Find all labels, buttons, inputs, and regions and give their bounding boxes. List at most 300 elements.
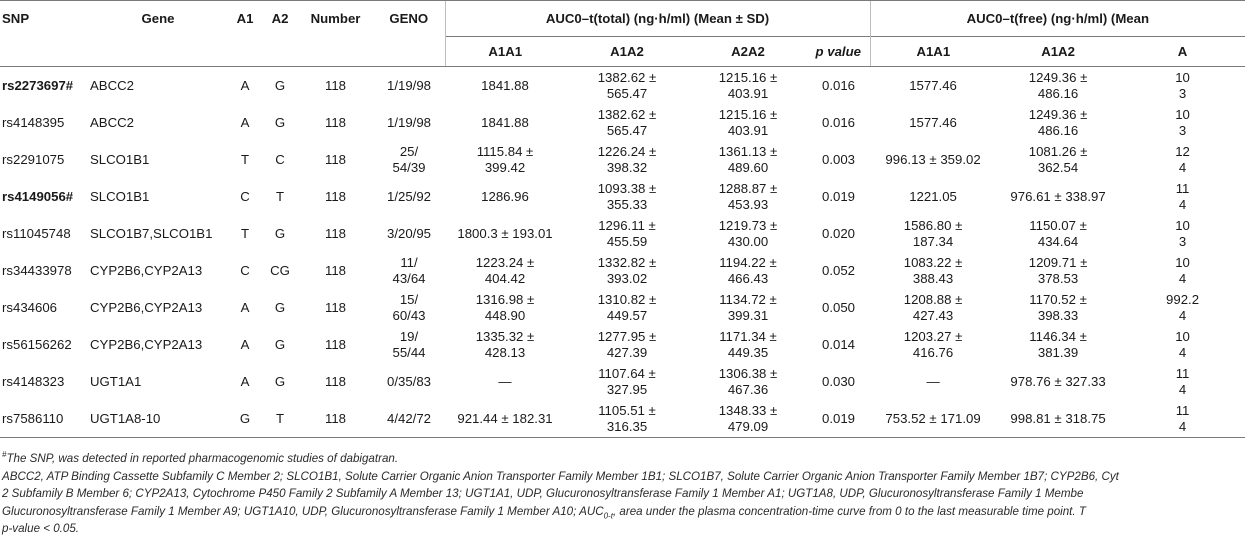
cell-a1 — [228, 252, 262, 289]
cell-total-a1a1 — [445, 252, 565, 289]
cell-number — [298, 141, 373, 178]
cell-free-a2a2-line-2: 4 — [1178, 159, 1187, 175]
cell-gene — [88, 67, 228, 105]
cell-free-a2a2 — [1120, 252, 1245, 289]
cell-total-a2a2-line-2: 467.36 — [727, 381, 769, 397]
cell-free-a1a1-line-1: 996.13 ± 359.02 — [885, 151, 981, 167]
cell-total-a1a2 — [565, 363, 689, 400]
cell-total-a1a2 — [565, 289, 689, 326]
cell-geno-line-1: 1/25/92 — [387, 188, 431, 204]
cell-number — [298, 67, 373, 105]
cell-free-a1a1 — [870, 289, 996, 326]
cell-total-a2a2-line-1: 1348.33 ± — [718, 402, 778, 418]
cell-a2-text: G — [274, 77, 286, 93]
cell-snp — [0, 178, 88, 215]
cell-gene-text: CYP2B6,CYP2A13 — [90, 336, 203, 352]
cell-gene-text: CYP2B6,CYP2A13 — [90, 262, 203, 278]
cell-geno — [373, 141, 445, 178]
cell-free-a2a2-line-1: 10 — [1175, 328, 1190, 344]
cell-free-a1a2-line-1: 978.76 ± 327.33 — [1010, 373, 1106, 389]
cell-free-a2a2-line-1: 11 — [1175, 402, 1190, 418]
footnote-1 — [2, 450, 1242, 468]
cell-total-a1a1-line-2: 428.13 — [484, 344, 526, 360]
cell-free-a1a1 — [870, 141, 996, 178]
cell-free-a1a2-line-2: 362.54 — [1037, 159, 1079, 175]
cell-total-a1a2 — [565, 400, 689, 438]
cell-total-a1a2 — [565, 141, 689, 178]
cell-total-a1a2-line-1: 1382.62 ± — [597, 106, 657, 122]
cell-free-a1a1 — [870, 400, 996, 438]
cell-a1-text: A — [240, 336, 250, 352]
cell-gene-text: ABCC2 — [90, 114, 134, 130]
cell-free-a2a2-line-2: 3 — [1178, 233, 1187, 249]
cell-geno — [373, 289, 445, 326]
cell-pvalue-text: 0.052 — [822, 262, 856, 278]
cell-geno — [373, 326, 445, 363]
cell-geno-line-1: 4/42/72 — [387, 410, 431, 426]
cell-total-a2a2 — [689, 67, 807, 105]
header-total-a2a2: A2A2 — [689, 37, 807, 67]
cell-total-a1a1-line-2: 448.90 — [484, 307, 526, 323]
cell-a1 — [228, 141, 262, 178]
table-row — [0, 289, 1245, 326]
cell-free-a1a1-line-1: 1577.46 — [909, 114, 957, 130]
cell-free-a1a2-line-1: 976.61 ± 338.97 — [1010, 188, 1106, 204]
cell-total-a1a2-line-2: 427.39 — [606, 344, 648, 360]
cell-geno — [373, 400, 445, 438]
cell-snp-text: rs2273697# — [2, 77, 74, 93]
cell-a2 — [262, 363, 298, 400]
cell-total-a1a1-line-1: — — [498, 373, 512, 389]
cell-free-a2a2 — [1120, 215, 1245, 252]
cell-total-a1a1 — [445, 363, 565, 400]
cell-a1-text: C — [240, 188, 250, 204]
cell-gene-text: CYP2B6,CYP2A13 — [90, 299, 203, 315]
cell-free-a1a1-line-1: 1586.80 ± — [903, 217, 963, 233]
cell-a2 — [262, 326, 298, 363]
table-body — [0, 67, 1245, 438]
cell-a1-text: C — [240, 262, 250, 278]
cell-geno-line-2: 60/43 — [392, 307, 426, 323]
header-free-a1a1: A1A1 — [870, 37, 996, 67]
cell-free-a1a2-line-1: 1209.71 ± — [1028, 254, 1088, 270]
cell-free-a1a1 — [870, 215, 996, 252]
cell-total-a2a2-line-2: 479.09 — [727, 418, 769, 434]
cell-total-a2a2 — [689, 141, 807, 178]
cell-free-a1a2 — [996, 363, 1120, 400]
cell-free-a2a2-line-1: 10 — [1175, 254, 1190, 270]
cell-snp — [0, 141, 88, 178]
cell-snp — [0, 400, 88, 438]
cell-free-a2a2-line-1: 10 — [1175, 217, 1190, 233]
table-header — [0, 1, 1245, 67]
cell-free-a2a2-line-2: 3 — [1178, 85, 1187, 101]
cell-total-a1a1-line-1: 1841.88 — [481, 114, 529, 130]
cell-free-a2a2-line-1: 10 — [1175, 106, 1190, 122]
cell-free-a1a2-line-2: 486.16 — [1037, 122, 1079, 138]
cell-a2-text: G — [274, 336, 286, 352]
cell-free-a1a1-line-2: 416.76 — [912, 344, 954, 360]
cell-snp-text: rs4148323 — [2, 373, 65, 389]
cell-total-a2a2 — [689, 400, 807, 438]
cell-snp — [0, 363, 88, 400]
cell-free-a1a2 — [996, 67, 1120, 105]
cell-free-a1a2-line-1: 1150.07 ± — [1029, 217, 1087, 233]
cell-total-a1a2-line-1: 1107.64 ± — [598, 365, 656, 381]
cell-total-a2a2-line-1: 1288.87 ± — [718, 180, 778, 196]
footnote-abbrev-line-3 — [2, 503, 1242, 521]
cell-free-a2a2-line-2: 4 — [1178, 196, 1187, 212]
cell-total-a1a2-line-2: 455.59 — [606, 233, 648, 249]
cell-total-a1a1 — [445, 104, 565, 141]
cell-total-a1a2-line-1: 1296.11 ± — [598, 217, 656, 233]
footnote-abbrev-line-3b: , area under the plasma concentration-time curve from 0 to the last measurable time point. T — [612, 504, 1086, 518]
cell-snp — [0, 104, 88, 141]
cell-number-text: 118 — [324, 336, 347, 352]
cell-gene-text: SLCO1B1 — [90, 188, 150, 204]
header-free-a1a2: A1A2 — [996, 37, 1120, 67]
cell-total-a1a1 — [445, 215, 565, 252]
cell-geno — [373, 252, 445, 289]
cell-geno-line-1: 1/19/98 — [387, 114, 431, 130]
cell-pvalue — [807, 400, 870, 438]
footnote-mark: # — [2, 450, 7, 460]
table-row — [0, 363, 1245, 400]
cell-number-text: 118 — [324, 225, 347, 241]
cell-number — [298, 400, 373, 438]
cell-gene-text: SLCO1B7,SLCO1B1 — [90, 225, 213, 241]
cell-total-a1a1-line-2: 404.42 — [484, 270, 526, 286]
cell-a2 — [262, 252, 298, 289]
cell-gene-text: SLCO1B1 — [90, 151, 150, 167]
cell-total-a1a1 — [445, 400, 565, 438]
cell-pvalue-text: 0.019 — [822, 410, 856, 426]
cell-a2-text: G — [274, 299, 286, 315]
cell-number-text: 118 — [324, 114, 347, 130]
cell-pvalue-text: 0.016 — [822, 77, 856, 93]
cell-geno-line-1: 0/35/83 — [387, 373, 431, 389]
cell-a1-text: A — [240, 373, 250, 389]
cell-total-a2a2 — [689, 215, 807, 252]
cell-total-a2a2-line-2: 489.60 — [727, 159, 769, 175]
cell-total-a1a2-line-2: 316.35 — [606, 418, 648, 434]
cell-number — [298, 215, 373, 252]
table-row — [0, 252, 1245, 289]
cell-free-a2a2-line-2: 4 — [1178, 270, 1187, 286]
cell-free-a1a1-line-1: 1577.46 — [909, 77, 957, 93]
cell-number-text: 118 — [324, 299, 347, 315]
cell-free-a2a2 — [1120, 363, 1245, 400]
cell-geno-line-2: 54/39 — [392, 159, 426, 175]
cell-snp — [0, 252, 88, 289]
cell-a2 — [262, 400, 298, 438]
cell-snp — [0, 326, 88, 363]
cell-snp-text: rs434606 — [2, 299, 57, 315]
cell-free-a1a2-line-1: 998.81 ± 318.75 — [1010, 410, 1106, 426]
cell-total-a2a2-line-1: 1361.13 ± — [718, 143, 778, 159]
cell-total-a1a2-line-2: 355.33 — [606, 196, 648, 212]
cell-total-a2a2-line-2: 403.91 — [727, 122, 769, 138]
header-snp: SNP — [0, 1, 88, 37]
cell-a2 — [262, 104, 298, 141]
header-total-a1a1: A1A1 — [445, 37, 565, 67]
cell-free-a2a2-line-2: 4 — [1178, 344, 1187, 360]
cell-total-a1a1-line-1: 1115.84 ± — [476, 143, 534, 159]
cell-total-a2a2-line-1: 1306.38 ± — [718, 365, 778, 381]
cell-free-a1a2-line-1: 1081.26 ± — [1028, 143, 1088, 159]
footnote-abbrev-line-1: ABCC2, ATP Binding Cassette Subfamily C Member 2; SLCO1B1, Solute Carrier Organic Anion Transporter Family Member 1B1; SLCO1B7, Solute Carrier Organic Anion Transporter Family Member 1B7; CYP2B6, Cyt — [2, 469, 1119, 483]
cell-total-a1a2-line-2: 449.57 — [606, 307, 648, 323]
cell-pvalue-text: 0.014 — [822, 336, 856, 352]
cell-total-a2a2-line-2: 430.00 — [727, 233, 769, 249]
cell-a2-text: CG — [270, 262, 290, 278]
cell-a1 — [228, 215, 262, 252]
cell-total-a2a2-line-2: 449.35 — [727, 344, 769, 360]
header-number: Number — [298, 1, 373, 37]
cell-geno-line-1: 15/ — [399, 291, 419, 307]
table-footnotes — [2, 450, 1242, 538]
cell-pvalue — [807, 252, 870, 289]
cell-free-a2a2-line-1: 12 — [1175, 143, 1190, 159]
cell-a2 — [262, 67, 298, 105]
cell-total-a1a1-line-1: 1841.88 — [481, 77, 529, 93]
cell-a2 — [262, 215, 298, 252]
cell-total-a1a2-line-1: 1093.38 ± — [597, 180, 657, 196]
cell-total-a1a2 — [565, 326, 689, 363]
cell-free-a2a2 — [1120, 289, 1245, 326]
cell-free-a2a2-line-2: 3 — [1178, 122, 1187, 138]
cell-a1-text: T — [240, 151, 250, 167]
cell-free-a1a1-line-2: 187.34 — [912, 233, 954, 249]
cell-free-a1a2 — [996, 215, 1120, 252]
cell-snp — [0, 215, 88, 252]
cell-free-a2a2-line-1: 992.2 — [1166, 291, 1200, 307]
cell-total-a1a2-line-2: 565.47 — [606, 85, 648, 101]
cell-free-a1a2 — [996, 141, 1120, 178]
cell-number — [298, 178, 373, 215]
cell-total-a1a2-line-1: 1226.24 ± — [597, 143, 657, 159]
table-row — [0, 215, 1245, 252]
cell-free-a1a2-line-2: 381.39 — [1037, 344, 1079, 360]
cell-gene-text: UGT1A8-10 — [90, 410, 161, 426]
cell-gene — [88, 363, 228, 400]
cell-total-a2a2-line-1: 1134.72 ± — [719, 291, 777, 307]
cell-free-a1a2 — [996, 400, 1120, 438]
cell-geno — [373, 67, 445, 105]
cell-free-a1a1-line-1: — — [926, 373, 940, 389]
cell-geno-line-1: 25/ — [399, 143, 419, 159]
header-gene: Gene — [88, 1, 228, 37]
cell-a1 — [228, 289, 262, 326]
cell-gene — [88, 215, 228, 252]
header-a1: A1 — [228, 1, 262, 37]
cell-free-a2a2 — [1120, 326, 1245, 363]
cell-total-a1a2-line-1: 1310.82 ± — [597, 291, 657, 307]
cell-a2-text: C — [275, 151, 285, 167]
cell-pvalue — [807, 178, 870, 215]
cell-total-a1a1 — [445, 178, 565, 215]
cell-total-a1a2-line-2: 398.32 — [606, 159, 648, 175]
cell-a1 — [228, 104, 262, 141]
cell-free-a1a1-line-1: 1221.05 — [909, 188, 957, 204]
cell-pvalue — [807, 215, 870, 252]
cell-gene — [88, 400, 228, 438]
cell-total-a1a1-line-2: 399.42 — [484, 159, 526, 175]
cell-geno — [373, 363, 445, 400]
cell-gene-text: ABCC2 — [90, 77, 134, 93]
cell-number-text: 118 — [324, 77, 347, 93]
cell-geno-line-2: 55/44 — [392, 344, 426, 360]
cell-number-text: 118 — [324, 188, 347, 204]
cell-pvalue — [807, 104, 870, 141]
footnote-1-text: The SNP, was detected in reported pharmacogenomic studies of dabigatran. — [6, 452, 399, 465]
cell-free-a2a2 — [1120, 141, 1245, 178]
cell-total-a1a1-line-1: 1223.24 ± — [475, 254, 535, 270]
cell-total-a1a2 — [565, 215, 689, 252]
cell-free-a2a2-line-2: 4 — [1178, 307, 1187, 323]
cell-geno — [373, 104, 445, 141]
cell-total-a1a1 — [445, 289, 565, 326]
cell-total-a1a2-line-2: 393.02 — [606, 270, 648, 286]
cell-a2 — [262, 178, 298, 215]
cell-free-a1a2-line-2: 486.16 — [1037, 85, 1079, 101]
cell-a1-text: A — [240, 299, 250, 315]
cell-free-a1a2-line-1: 1170.52 ± — [1029, 291, 1087, 307]
cell-geno-line-2: 43/64 — [392, 270, 426, 286]
cell-number — [298, 252, 373, 289]
cell-snp-text: rs11045748 — [2, 225, 71, 241]
cell-number — [298, 289, 373, 326]
cell-a2-text: T — [275, 188, 285, 204]
footnote-abbrev-line-3a: Glucuronosyltransferase Family 1 Member A9; UGT1A10, UDP, Glucuronosyltransferase Family 1 Member A10; AUC — [2, 504, 604, 518]
cell-total-a1a1 — [445, 326, 565, 363]
cell-total-a2a2-line-2: 453.93 — [727, 196, 769, 212]
cell-geno — [373, 215, 445, 252]
cell-snp-text: rs2291075 — [2, 151, 65, 167]
cell-snp — [0, 289, 88, 326]
footnote-abbrev-line-4: p-value < 0.05. — [2, 522, 80, 536]
footnote-abbrev-line-2: 2 Subfamily B Member 6; CYP2A13, Cytochrome P450 Family 2 Subfamily A Member 13; UGT1A1, UDP, Glucuronosyltransferase Family 1 Member A1; UGT1A8, UDP, Glucuronosyltransferase Family 1 Membe — [2, 487, 1084, 501]
header-total-a1a2: A1A2 — [565, 37, 689, 67]
cell-pvalue — [807, 67, 870, 105]
cell-a1-text: A — [240, 77, 250, 93]
cell-geno-line-1: 11/ — [400, 254, 418, 270]
cell-total-a1a2 — [565, 67, 689, 105]
cell-pvalue-text: 0.050 — [822, 299, 856, 315]
cell-total-a2a2 — [689, 289, 807, 326]
cell-total-a1a1 — [445, 141, 565, 178]
cell-pvalue-text: 0.019 — [822, 188, 856, 204]
cell-pvalue-text: 0.020 — [822, 225, 856, 241]
cell-free-a1a2-line-1: 1249.36 ± — [1028, 69, 1088, 85]
cell-total-a1a1-line-1: 921.44 ± 182.31 — [457, 410, 553, 426]
cell-free-a2a2 — [1120, 178, 1245, 215]
cell-total-a1a1-line-1: 1335.32 ± — [475, 328, 535, 344]
cell-snp — [0, 67, 88, 105]
cell-pvalue — [807, 141, 870, 178]
cell-pvalue-text: 0.030 — [822, 373, 856, 389]
cell-free-a2a2 — [1120, 67, 1245, 105]
cell-free-a2a2 — [1120, 400, 1245, 438]
cell-free-a1a2 — [996, 178, 1120, 215]
cell-free-a1a2 — [996, 252, 1120, 289]
cell-free-a1a1-line-1: 1083.22 ± — [903, 254, 963, 270]
cell-free-a2a2 — [1120, 104, 1245, 141]
header-a2: A2 — [262, 1, 298, 37]
cell-a1 — [228, 67, 262, 105]
cell-free-a1a2 — [996, 289, 1120, 326]
cell-free-a2a2-line-2: 4 — [1178, 418, 1187, 434]
cell-total-a1a2 — [565, 252, 689, 289]
cell-total-a1a2-line-1: 1332.82 ± — [597, 254, 657, 270]
cell-pvalue — [807, 363, 870, 400]
cell-gene — [88, 178, 228, 215]
cell-a1 — [228, 326, 262, 363]
cell-pvalue — [807, 289, 870, 326]
cell-total-a1a1 — [445, 67, 565, 105]
cell-free-a1a2-line-2: 434.64 — [1037, 233, 1079, 249]
cell-gene — [88, 252, 228, 289]
cell-total-a1a2-line-2: 327.95 — [606, 381, 648, 397]
table-row — [0, 178, 1245, 215]
cell-free-a2a2-line-1: 11 — [1175, 365, 1190, 381]
cell-total-a2a2-line-2: 466.43 — [727, 270, 769, 286]
cell-free-a1a1-line-1: 1203.27 ± — [903, 328, 963, 344]
cell-a1 — [228, 178, 262, 215]
cell-pvalue-text: 0.003 — [822, 151, 856, 167]
cell-geno — [373, 178, 445, 215]
cell-free-a1a2 — [996, 104, 1120, 141]
cell-free-a1a1 — [870, 363, 996, 400]
cell-free-a1a1 — [870, 252, 996, 289]
cell-total-a2a2-line-1: 1215.16 ± — [718, 69, 778, 85]
cell-a1 — [228, 400, 262, 438]
cell-free-a1a2-line-1: 1249.36 ± — [1028, 106, 1088, 122]
cell-total-a1a2 — [565, 104, 689, 141]
header-row-1 — [0, 1, 1245, 37]
cell-a1-text: T — [240, 225, 250, 241]
cell-number-text: 118 — [324, 262, 347, 278]
table-row — [0, 141, 1245, 178]
cell-number — [298, 326, 373, 363]
cell-total-a2a2 — [689, 326, 807, 363]
cell-free-a1a2-line-1: 1146.34 ± — [1029, 328, 1087, 344]
cell-pvalue — [807, 326, 870, 363]
cell-geno-line-1: 19/ — [399, 328, 419, 344]
header-auc-free: AUC0–t(free) (ng·h/ml) (Mean — [870, 1, 1245, 37]
cell-free-a1a1-line-2: 388.43 — [912, 270, 954, 286]
footnote-auc-subscript: 0-t — [603, 511, 613, 521]
cell-number-text: 118 — [324, 410, 347, 426]
cell-a2-text: T — [275, 410, 285, 426]
cell-free-a2a2-line-1: 11 — [1175, 180, 1190, 196]
cell-total-a2a2 — [689, 363, 807, 400]
header-pvalue: p value — [807, 37, 870, 67]
cell-gene — [88, 104, 228, 141]
cell-total-a1a1-line-1: 1800.3 ± 193.01 — [457, 225, 553, 241]
cell-free-a1a1-line-1: 1208.88 ± — [903, 291, 963, 307]
cell-gene-text: UGT1A1 — [90, 373, 142, 389]
table-row — [0, 400, 1245, 438]
cell-a1 — [228, 363, 262, 400]
cell-gene — [88, 326, 228, 363]
cell-number — [298, 104, 373, 141]
cell-snp-text: rs56156262 — [2, 336, 72, 352]
cell-snp-text: rs7586110 — [2, 410, 64, 426]
cell-total-a1a2 — [565, 178, 689, 215]
cell-snp-text: rs4149056# — [2, 188, 74, 204]
cell-total-a2a2-line-1: 1215.16 ± — [718, 106, 778, 122]
